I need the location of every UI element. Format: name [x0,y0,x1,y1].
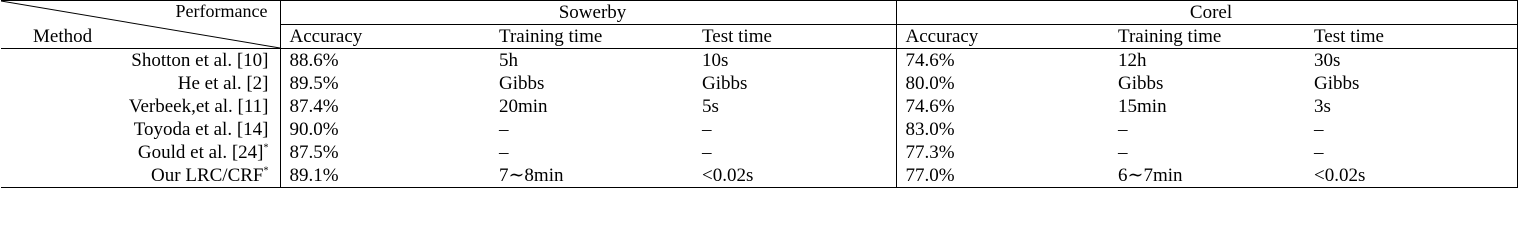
sowerby-training-time-cell: 5h [499,50,518,71]
subheader-corel-training-time: Training time [1109,25,1305,49]
corel-test-time-cell: Gibbs [1305,72,1517,95]
subheader-sowerby-accuracy: Accuracy [280,25,490,49]
sowerby-training-time-cell: 20min [499,96,548,117]
sowerby-training-time-cell: – [499,119,509,140]
method-cell [1,72,280,95]
subheader-sowerby-test-time: Test time [693,25,896,49]
sowerby-training-time-cell: Gibbs [499,73,545,94]
header-group-row [1,1,1517,25]
group-header-sowerby: Sowerby [280,1,896,25]
method-cell [1,118,280,141]
corel-test-time-cell: 3s [1305,95,1517,118]
results-table [1,0,1518,188]
sowerby-training-time-cell: 7∼8min [490,164,693,188]
sowerby-test-time-cell: <0.02s [693,164,896,188]
table-row [1,72,1517,95]
corel-training-time-cell: – [1118,119,1128,140]
corel-training-time-cell: 12h [1118,50,1147,71]
sowerby-accuracy-cell: 87.5% [289,142,339,163]
subheader-sowerby-training-time: Training time [490,25,693,49]
method-label: Method [33,26,93,47]
table-row [1,164,1517,188]
sowerby-test-time-cell: 10s [693,49,896,73]
method-cell [1,164,280,188]
footnote-mark: * [263,142,269,154]
method-cell [1,141,280,164]
subheader-corel-test-time: Test time [1305,25,1517,49]
group-header-corel: Corel [896,1,1517,25]
corel-accuracy-cell: 83.0% [905,119,955,140]
corel-accuracy-cell: 77.0% [896,164,1109,188]
sowerby-test-time-cell: Gibbs [693,72,896,95]
sowerby-accuracy-cell: 87.4% [289,96,339,117]
method-cell [1,95,280,118]
sowerby-accuracy-cell: 89.5% [289,73,339,94]
table-row [1,141,1517,164]
footnote-mark: * [263,165,269,177]
corel-training-time-cell: 15min [1118,96,1167,117]
corel-training-time-cell: 6∼7min [1109,164,1305,188]
method-name: Gould et al. [24] [137,142,264,163]
method-name: Our LRC/CRF [151,165,264,186]
method-name: Toyoda et al. [14] [133,119,269,140]
corel-test-time-cell: <0.02s [1305,164,1517,188]
sowerby-accuracy-cell: 88.6% [289,50,339,71]
table-row [1,95,1517,118]
corel-test-time-cell: – [1305,141,1517,164]
performance-label: Performance [175,1,268,21]
corel-test-time-cell: 30s [1305,49,1517,73]
subheader-corel-accuracy: Accuracy [896,25,1109,49]
sowerby-test-time-cell: – [693,118,896,141]
method-name: Shotton et al. [10] [131,50,269,71]
method-name: He et al. [2] [177,73,269,94]
corel-training-time-cell: – [1118,142,1128,163]
method-cell [1,49,280,73]
method-name: Verbeek,et al. [11] [128,96,269,117]
corel-accuracy-cell: 74.6% [905,96,955,117]
corel-training-time-cell: Gibbs [1118,73,1164,94]
table-row [1,49,1517,73]
sowerby-training-time-cell: – [499,142,509,163]
corel-test-time-cell: – [1305,118,1517,141]
sowerby-accuracy-cell: 90.0% [289,119,339,140]
sowerby-test-time-cell: – [693,141,896,164]
corner-header-cell [1,1,280,49]
sowerby-accuracy-cell: 89.1% [280,164,490,188]
corel-accuracy-cell: 80.0% [905,73,955,94]
table-row [1,118,1517,141]
corel-accuracy-cell: 74.6% [905,50,955,71]
corel-accuracy-cell: 77.3% [905,142,955,163]
sowerby-test-time-cell: 5s [693,95,896,118]
